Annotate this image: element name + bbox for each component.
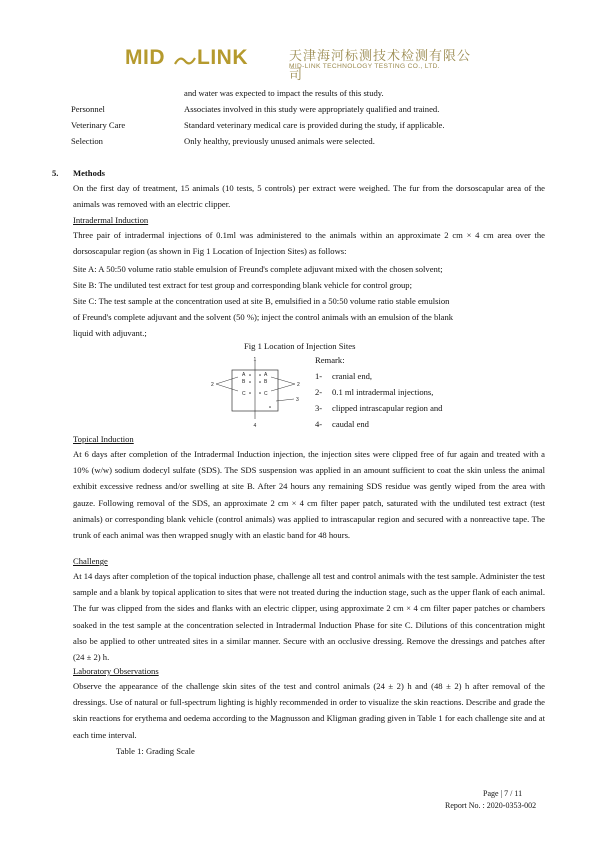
personnel-label: Personnel (71, 104, 105, 114)
intradermal-heading: Intradermal Induction (73, 215, 149, 225)
label-1: 1 (253, 357, 257, 363)
methods-intro: On the first day of treatment, 15 animals (10 tests, 5 controls) per extract were weighed. The fur from the dorsoscapular area of the animals was removed with an electric clipper. (73, 183, 545, 210)
label-4: 4 (253, 423, 257, 429)
lab-heading: Laboratory Observations (73, 666, 159, 676)
logo-wave-icon (174, 54, 196, 68)
label-a-left: A (242, 372, 246, 378)
challenge-heading: Challenge (73, 556, 108, 566)
label-2-right: 2 (297, 382, 300, 388)
site-a-text: Site A: A 50:50 volume ratio stable emulsion of Freund's complete adjuvant mixed with the chosen solvent; (73, 264, 443, 274)
topical-paragraph: At 6 days after completion of the Intradermal Induction injection, the injection sites were clipped free of fur again and treated with a 10% (w/w) sodium dodecyl sulfate (SDS). The SDS suspension was applied in an amount sufficient to coat the skin unless the animal exhibit excessive redness and/or swelling at site B. After 24 hours any remaining SDS residue was gently wiped from the area with gauze. Following removal of the SDS, an approximate 2 cm × 4 cm filter paper patch, saturated with the undiluted test extract (test animals) or corresponding blank vehicle (control animals) was applied to intrascapular region and secured with a nonreactive tape. The trunk of each animal was then wrapped snugly with an elastic band for 48 hours. (73, 449, 545, 541)
injection-sites-diagram (208, 355, 308, 429)
company-name-cn: 天津海河标测技术检测有限公司 (289, 49, 472, 83)
intradermal-paragraph: Three pair of intradermal injections of 0.1ml was administered to the animals within an approximate 2 cm × 4 cm area over the dorsoscapular region (as shown in Fig 1 Location of Injection Sites) as follows: (73, 230, 545, 257)
figure-caption: Fig 1 Location of Injection Sites (244, 341, 356, 351)
label-c-left: C (242, 391, 246, 397)
site-b-text: Site B: The undiluted test extract for test group and corresponding blank vehicle for control group; (73, 280, 412, 290)
label-a-right: A (264, 372, 268, 378)
lab-paragraph: Observe the appearance of the challenge skin sites of the test and control animals (24 ± 2) h and (48 ± 2) h after removal of the dressings. Use of natural or full-spectrum lighting is highly recommended in order to visualize the skin reactions. Describe and grade the skin reactions for erythema and oedema according to the Magnusson and Kligman grading given in Table 1 for each challenge site and at each time interval. (73, 681, 545, 740)
remark-3-num: 3- (315, 403, 323, 413)
report-number: Report No. : 2020-0353-002 (445, 801, 537, 810)
remark-4-text: caudal end (332, 419, 369, 429)
label-c-right: C (264, 391, 268, 397)
continuation-text: and water was expected to impact the results of this study. (184, 88, 384, 98)
label-b-right: B (264, 379, 268, 385)
remark-3-text: clipped intrascapular region and (332, 403, 443, 413)
remark-4-num: 4- (315, 419, 323, 429)
section-heading: Methods (73, 168, 105, 178)
logo-link-text: LINK (197, 46, 248, 69)
company-name-en: MID-LINK TECHNOLOGY TESTING CO., LTD. (289, 63, 440, 70)
site-c-text-1: Site C: The test sample at the concentration used at site B, emulsified in a 50:50 volume ratio stable emulsion (73, 296, 450, 306)
remark-1-text: cranial end, (332, 371, 373, 381)
company-logo (125, 43, 475, 83)
veterinary-label: Veterinary Care (71, 120, 126, 130)
label-2-left: 2 (211, 382, 214, 388)
challenge-paragraph: At 14 days after completion of the topical induction phase, challenge all test and control animals with the test sample. Administer the test sample and a blank by topical application to sites that were not treated during the induction stage, such as the upper flank of each animal. The fur was clipped from the sides and flanks with an electric clipper, using approximate 2 cm × 4 cm filter paper patches or chambers soaked in the test sample at the concentration selected in Intradermal Induction Phase for site C. Dilutions of this concentration might also be applied to other untreated sites in a similar manner. Secure with an occlusive dressing. Remove the dressings and patches after (24 ± 2) h. (73, 571, 545, 663)
site-c-text-3: liquid with adjuvant.; (73, 328, 147, 338)
page-number: Page | 7 / 11 (483, 789, 523, 798)
label-b-left: B (242, 379, 246, 385)
label-3: 3 (296, 397, 299, 403)
selection-value: Only healthy, previously unused animals were selected. (184, 136, 375, 146)
site-c-text-2: of Freund's complete adjuvant and the solvent (50 %); inject the control animals with an emulsion of the blank (73, 312, 454, 322)
remark-1-num: 1- (315, 371, 323, 381)
selection-label: Selection (71, 136, 103, 146)
topical-heading: Topical Induction (73, 434, 134, 444)
logo-mid-text: MID (125, 46, 165, 69)
remark-2-text: 0.1 ml intradermal injections, (332, 387, 434, 397)
personnel-value: Associates involved in this study were appropriately qualified and trained. (184, 104, 440, 114)
section-number: 5. (52, 168, 59, 178)
remark-2-num: 2- (315, 387, 323, 397)
remark-title: Remark: (315, 355, 345, 365)
veterinary-value: Standard veterinary medical care is provided during the study, if applicable. (184, 120, 445, 130)
table-title: Table 1: Grading Scale (116, 746, 195, 756)
